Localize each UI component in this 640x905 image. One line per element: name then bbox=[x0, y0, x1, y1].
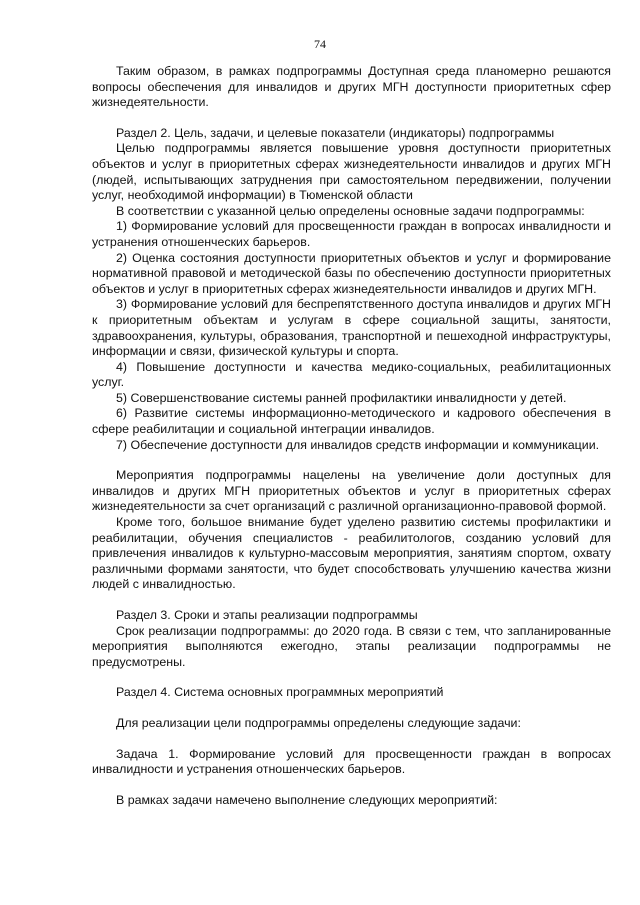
paragraph-task-measures: В рамках задачи намечено выполнение следующих мероприятий: bbox=[116, 792, 498, 807]
paragraph-additionally: Кроме того, большое внимание будет уделено развитию системы профилактики и реабилитации, обучения специалистов - реабилитологов, созданию условий для привлечения инвалидов к культурно-массовым мероприятия, занятиям спортом, охвату различными формами занятости, что будет способствовать улучшению качества жизни людей с инвалидностью. bbox=[92, 515, 611, 592]
section-3-heading: Раздел 3. Сроки и этапы реализации подпрограммы bbox=[116, 608, 418, 622]
document-body bbox=[92, 64, 611, 808]
paragraph-tasks-intro: В соответствии с указанной целью определены основные задачи подпрограммы: bbox=[116, 203, 585, 218]
paragraph-tasks-defined: Для реализации цели подпрограммы определены следующие задачи: bbox=[116, 715, 521, 730]
task-item-6: 6) Развитие системы информационно-методического и кадрового обеспечения в сфере реабилитации и социальной интеграции инвалидов. bbox=[92, 406, 611, 437]
task-item-5: 5) Совершенствование системы ранней профилактики инвалидности у детей. bbox=[116, 390, 567, 405]
task-item-4: 4) Повышение доступности и качества медико-социальных, реабилитационных услуг. bbox=[92, 359, 611, 390]
task-item-2: 2) Оценка состояния доступности приоритетных объектов и услуг и формирование нормативной правовой и методической базы по обеспечению доступности приоритетных объектов и услуг в приоритетных сферах жизнедеятельности инвалидов и других МГН. bbox=[92, 250, 611, 296]
task-item-7: 7) Обеспечение доступности для инвалидов средств информации и коммуникации. bbox=[116, 437, 600, 452]
section-2-heading: Раздел 2. Цель, задачи, и целевые показатели (индикаторы) подпрограммы bbox=[116, 125, 555, 140]
paragraph-measures: Мероприятия подпрограммы нацелены на увеличение доли доступных для инвалидов и других МГН приоритетных объектов и услуг в приоритетных сферах жизнедеятельности за счет организаций с различной организационно-правовой формой. bbox=[92, 468, 611, 514]
paragraph-task-1: Задача 1. Формирование условий для просвещенности граждан в вопросах инвалидности и устранения отношенческих барьеров. bbox=[92, 746, 611, 777]
page-number: 74 bbox=[314, 37, 326, 51]
paragraph-terms: Срок реализации подпрограммы: до 2020 года. В связи с тем, что запланированные мероприятия выполняются ежегодно, этапы реализации подпрограммы не предусмотрены. bbox=[92, 623, 611, 669]
section-4-heading: Раздел 4. Система основных программных мероприятий bbox=[116, 685, 444, 700]
paragraph-intro: Таким образом, в рамках подпрограммы Доступная среда планомерно решаются вопросы обеспечения для инвалидов и других МГН доступности приоритетных сфер жизнедеятельности. bbox=[92, 64, 611, 110]
task-item-3: 3) Формирование условий для беспрепятственного доступа инвалидов и других МГН к приоритетным объектам и услугам в сфере социальной защиты, занятости, здравоохранения, культуры, образования, транспортной и пешеходной инфраструктуры, информации и связи, физической культуры и спорта. bbox=[92, 297, 611, 359]
paragraph-goal: Целью подпрограммы является повышение уровня доступности приоритетных объектов и услуг в приоритетных сферах жизнедеятельности инвалидов и других МГН (людей, испытывающих затруднения при самостоятельном передвижении, получении услуг, необходимой информации) в Тюменской области bbox=[92, 141, 611, 203]
task-item-1: 1) Формирование условий для просвещенности граждан в вопросах инвалидности и устранения отношенческих барьеров. bbox=[92, 219, 611, 249]
